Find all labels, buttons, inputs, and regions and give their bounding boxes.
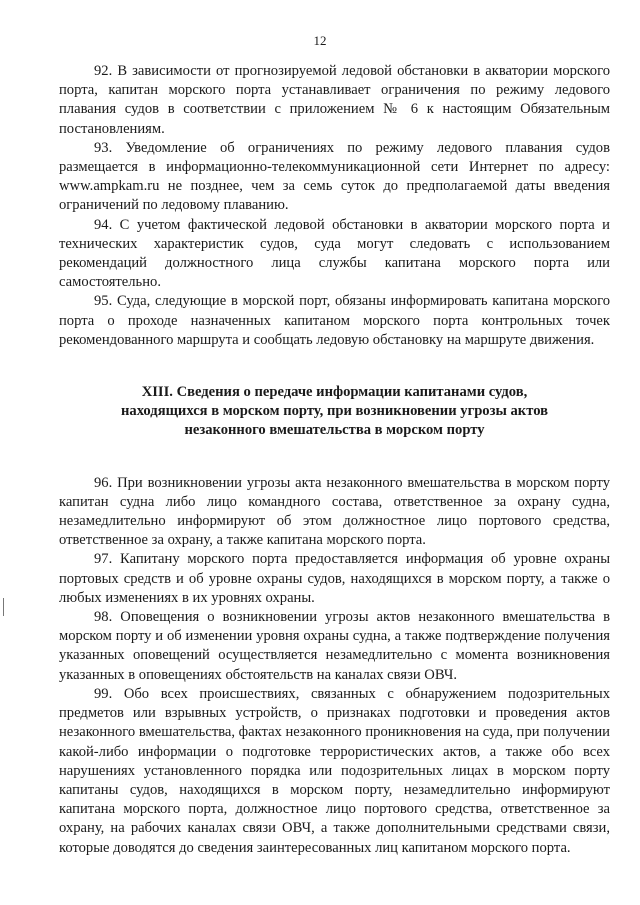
paragraph-98: 98. Оповещения о возникновении угрозы актов незаконного вмешательства в морском порту и об изменении уровня охраны судна, а также подтверждение получения указанных оповещений осуществляется незамедлительно с момента возникновения указанных в оповещениях обстоятельств на каналах связи ОВЧ. [59,609,610,683]
paragraph-95: 95. Суда, следующие в морской порт, обязаны информировать капитана морского порта о проходе назначенных капитаном морского порта контрольных точек рекомендованного маршрута и сообщать ледовую обстановку на маршруте движения. [59,293,610,348]
scan-edge-mark [3,598,4,616]
page-number: 12 [313,33,327,48]
section-heading-line-3: незаконного вмешательства в морском порту [184,422,485,439]
section-heading [59,383,610,441]
section-heading-line-1: XIII. Сведения о передаче информации капитанами судов, [141,384,528,401]
paragraph-97: 97. Капитану морского порта предоставляется информация об уровне охраны портовых средств и об уровне охраны судов, находящихся в морском порту, а также о любых изменениях в их уровнях охраны. [59,551,610,606]
document-body [59,62,610,858]
section-heading-line-2: находящихся в морском порту, при возникновении угрозы актов [120,403,549,420]
paragraph-99: 99. Обо всех происшествиях, связанных с обнаружением подозрительных предметов или взрывных устройств, о признаках подготовки и проведения актов незаконного вмешательства, фактах незаконного проникновения на суда, при получении какой-либо информации о подготовке террористических актов, а также обо всех нарушениях установленного порядка или подозрительных лицах в морском порту капитаны судов, находящихся в морском порту, незамедлительно информируют капитана морского порта, должностное лицо портового средства, ответственное за охрану, на рабочих каналах связи ОВЧ, а также дополнительными средствами связи, которые доводятся до сведения заинтересованных лиц капитаном морского порта. [59,685,610,856]
paragraph-94: 94. С учетом фактической ледовой обстановки в акватории морского порта и технических характеристик судов, суда могут следовать с использованием рекомендаций должностного лица службы капитана морского порта или самостоятельно. [59,216,610,291]
paragraph-92: 92. В зависимости от прогнозируемой ледовой обстановки в акватории морского порта, капитан морского порта устанавливает ограничения по режиму ледового плавания судов в соответствии с приложением № 6 к настоящим Обязательным постановлениям. [59,63,610,137]
paragraph-96: 96. При возникновении угрозы акта незаконного вмешательства в морском порту капитан судна либо лицо командного состава, ответственное за охрану судна, незамедлительно информируют об этом должностное лицо портового средства, ответственное за охрану, а также капитана морского порта. [59,474,610,549]
paragraph-93: 93. Уведомление об ограничениях по режиму ледового плавания судов размещается в информационно-телекоммуникационной сети Интернет по адресу: www.ampkam.ru не позднее, чем за семь суток до предполагаемой даты введения ограничений по ледовому плаванию. [59,139,610,214]
